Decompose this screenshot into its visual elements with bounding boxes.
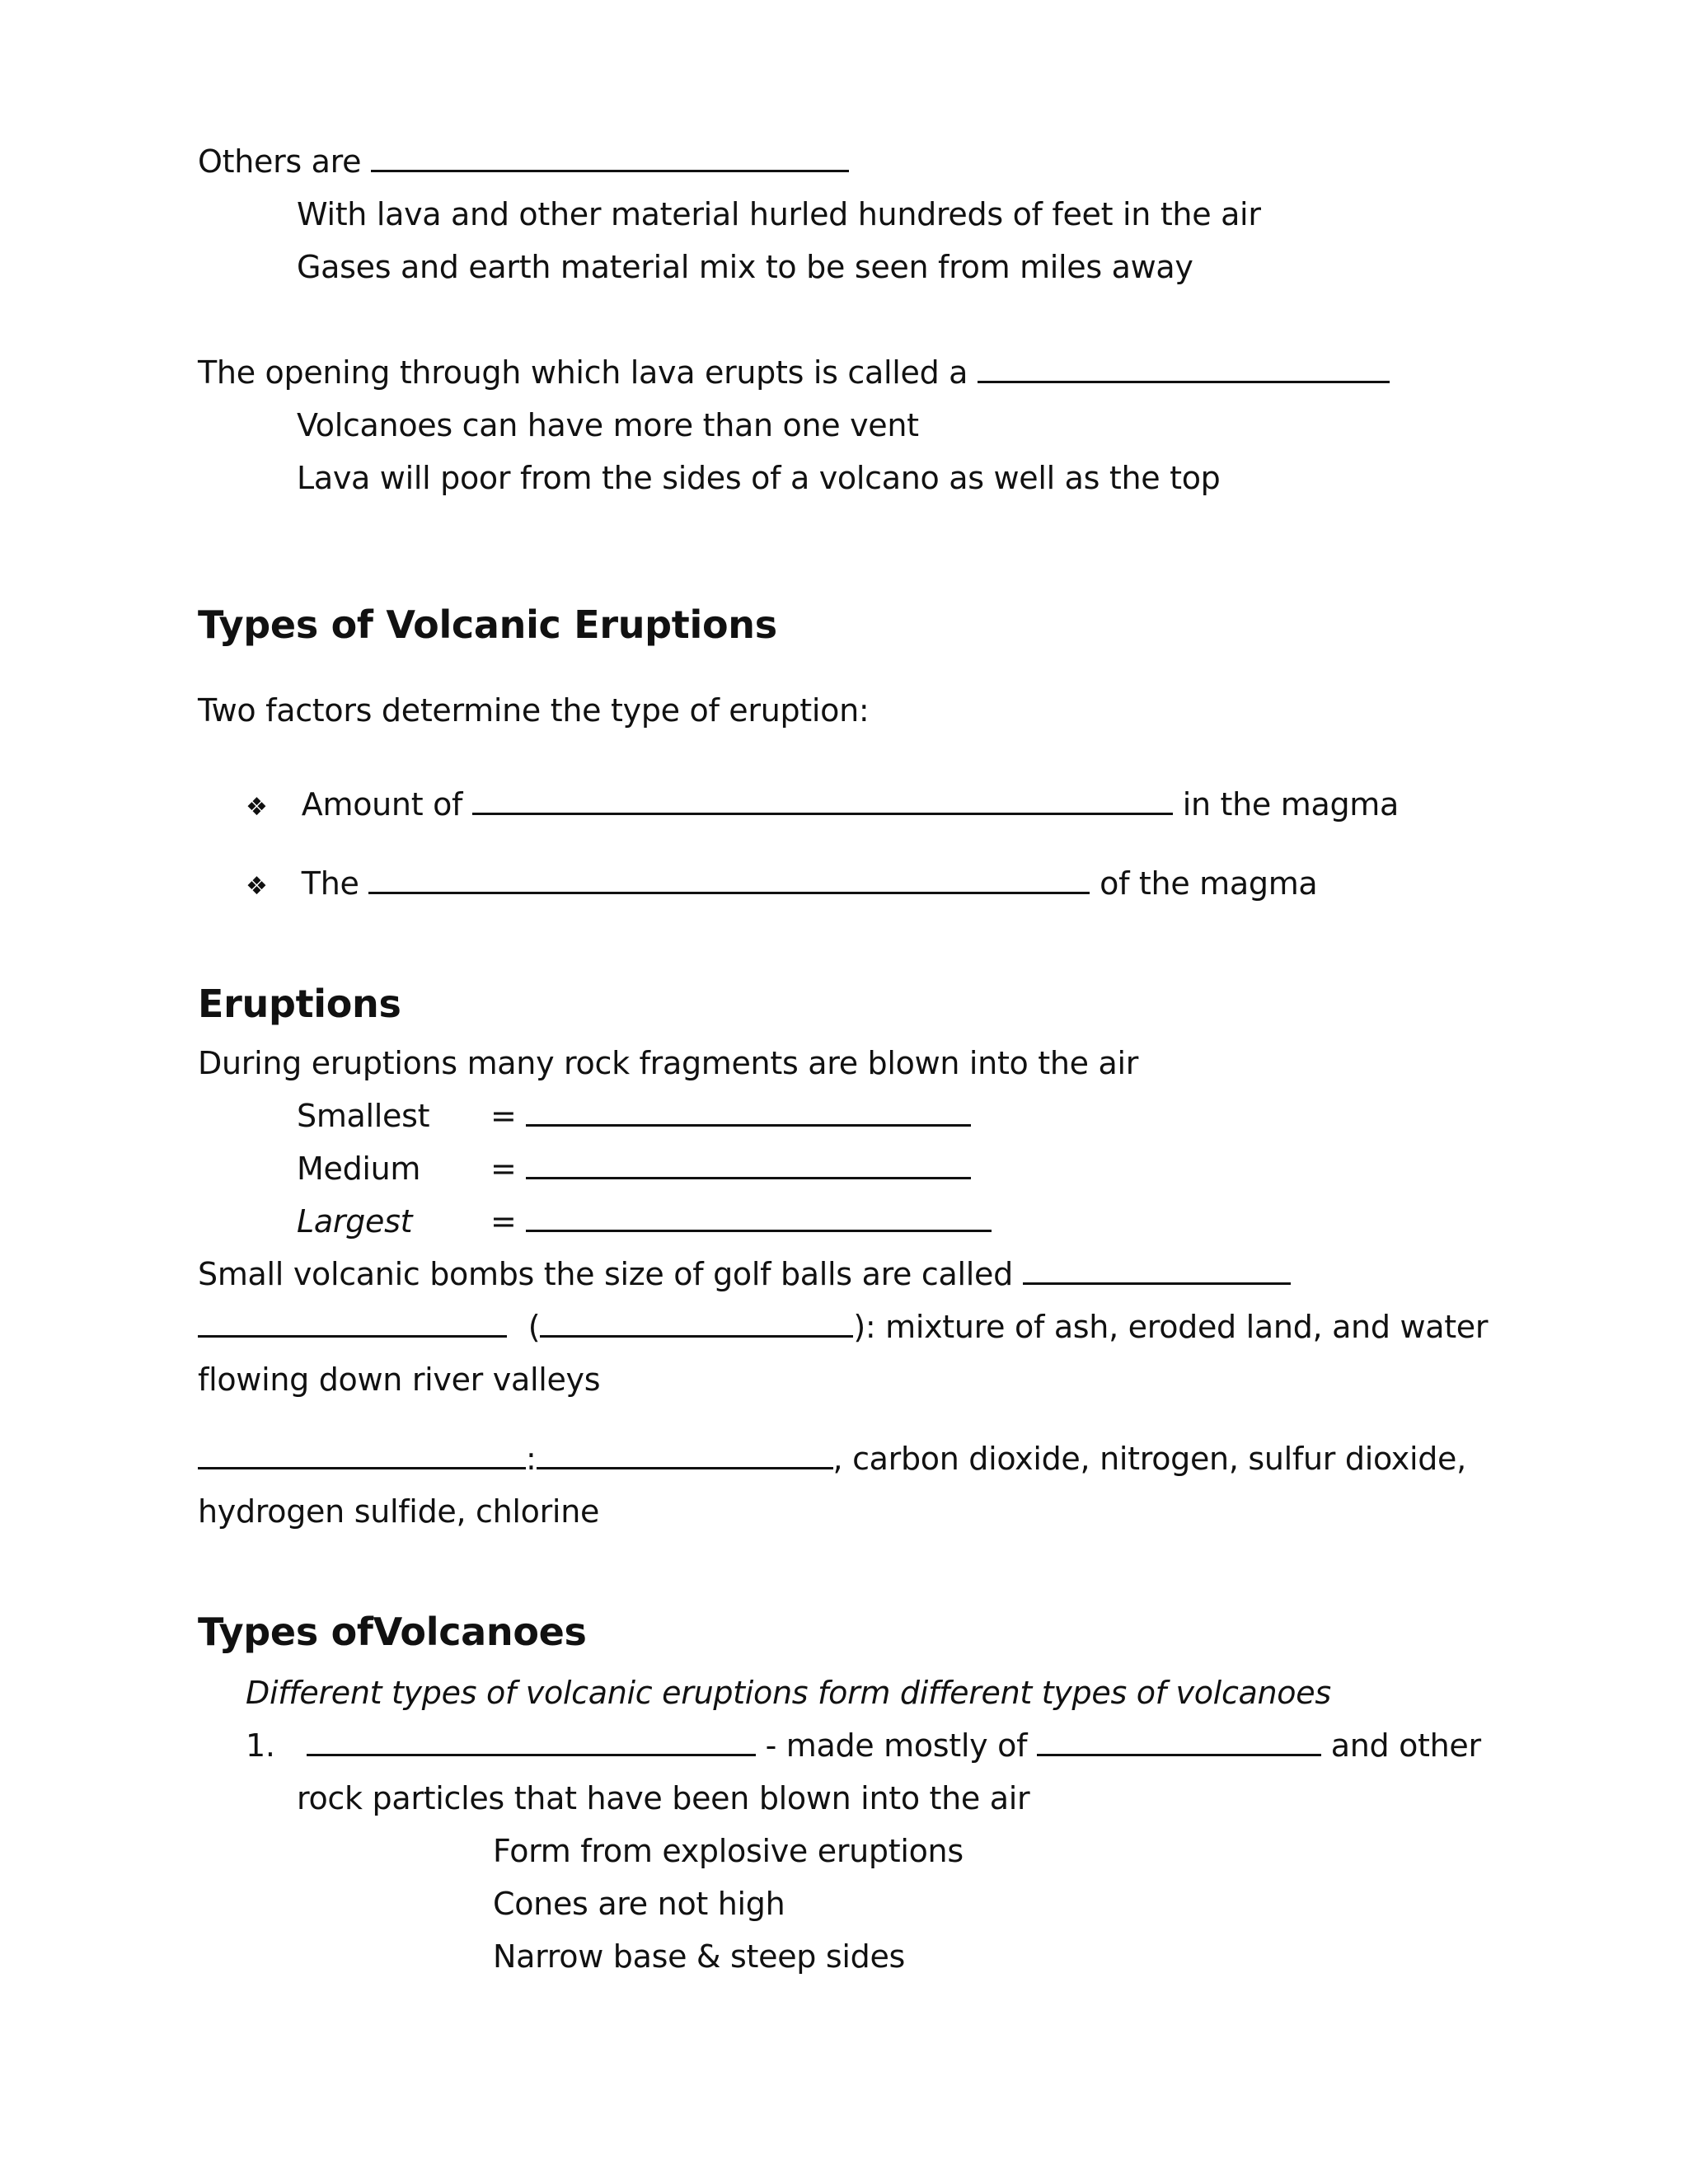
vent-sub1: Volcanoes can have more than one vent: [297, 407, 919, 443]
material-blank[interactable]: [1037, 1726, 1321, 1756]
lahar-line: [198, 1307, 1488, 1347]
size-medium: [297, 1149, 971, 1188]
item-1-end: and other: [1330, 1727, 1481, 1764]
item-1-cont: rock particles that have been blown into the air: [297, 1780, 1030, 1816]
item-1-mid: - made mostly of: [765, 1727, 1028, 1764]
smallest-blank[interactable]: [526, 1096, 971, 1127]
lahar-term-blank[interactable]: [198, 1307, 507, 1338]
gases-line: [198, 1439, 1466, 1479]
types-of-eruptions-heading: Types of Volcanic Eruptions: [198, 602, 777, 647]
item-1-point: Form from explosive eruptions: [493, 1833, 964, 1869]
vent-line: [198, 353, 1390, 392]
lahar-alt-blank[interactable]: [540, 1307, 853, 1338]
bombs-text: Small volcanic bombs the size of golf balls are called: [198, 1256, 1013, 1292]
equals-sign: =: [490, 1203, 517, 1240]
factor-2: [246, 864, 1317, 907]
item-number: 1.: [246, 1727, 275, 1764]
vent-blank[interactable]: [978, 353, 1390, 383]
size-label: Medium: [297, 1151, 421, 1187]
others-blank[interactable]: [371, 142, 849, 172]
volcano-type-blank[interactable]: [307, 1726, 756, 1756]
factor-2-prefix: The: [301, 865, 359, 902]
gases-suffix: , carbon dioxide, nitrogen, sulfur dioxide,: [832, 1441, 1466, 1477]
medium-blank[interactable]: [526, 1149, 971, 1179]
factor-1-prefix: Amount of: [301, 786, 463, 823]
factor-2-blank[interactable]: [368, 864, 1090, 894]
factor-2-suffix: of the magma: [1100, 865, 1318, 902]
bombs-line: [198, 1254, 1291, 1294]
equals-sign: =: [490, 1151, 517, 1187]
size-largest: [297, 1202, 992, 1241]
gases-colon: :: [526, 1441, 537, 1477]
lahar-suffix: ): mixture of ash, eroded land, and water: [853, 1309, 1489, 1345]
factor-1-blank[interactable]: [472, 785, 1173, 815]
volcano-item-1: [246, 1726, 1481, 1765]
gases-cont: hydrogen sulfide, chlorine: [198, 1493, 600, 1530]
types-of-volcanoes-heading: Types ofVolcanoes: [198, 1610, 587, 1654]
eruptions-heading: Eruptions: [198, 982, 401, 1026]
size-label: Largest: [297, 1203, 413, 1240]
largest-blank[interactable]: [526, 1202, 992, 1232]
item-1-point: Cones are not high: [493, 1886, 785, 1922]
volcanoes-subtitle: Different types of volcanic eruptions form different types of volcanoes: [246, 1675, 1331, 1711]
bombs-blank[interactable]: [1023, 1254, 1291, 1285]
lahar-cont: flowing down river valleys: [198, 1361, 601, 1398]
others-prefix: Others are: [198, 143, 362, 180]
eruptions-intro: During eruptions many rock fragments are blown into the air: [198, 1045, 1139, 1081]
diamond-bullet-icon: ❖: [246, 793, 268, 822]
factor-1-suffix: in the magma: [1182, 786, 1399, 823]
factors-intro: Two factors determine the type of eruption:: [198, 692, 870, 729]
gases-term-blank[interactable]: [198, 1439, 526, 1469]
size-smallest: [297, 1096, 971, 1136]
vent-sub2: Lava will poor from the sides of a volcano as well as the top: [297, 460, 1221, 496]
lahar-paren-open: (: [528, 1309, 541, 1345]
factor-1: [246, 785, 1399, 827]
item-1-point: Narrow base & steep sides: [493, 1938, 906, 1975]
size-label: Smallest: [297, 1098, 430, 1134]
diamond-bullet-icon: ❖: [246, 872, 268, 901]
others-sub1: With lava and other material hurled hundreds of feet in the air: [297, 196, 1261, 232]
gases-first-blank[interactable]: [537, 1439, 833, 1469]
others-line: [198, 142, 849, 181]
equals-sign: =: [490, 1098, 517, 1134]
vent-prefix: The opening through which lava erupts is called a: [198, 354, 968, 391]
others-sub2: Gases and earth material mix to be seen from miles away: [297, 249, 1193, 285]
